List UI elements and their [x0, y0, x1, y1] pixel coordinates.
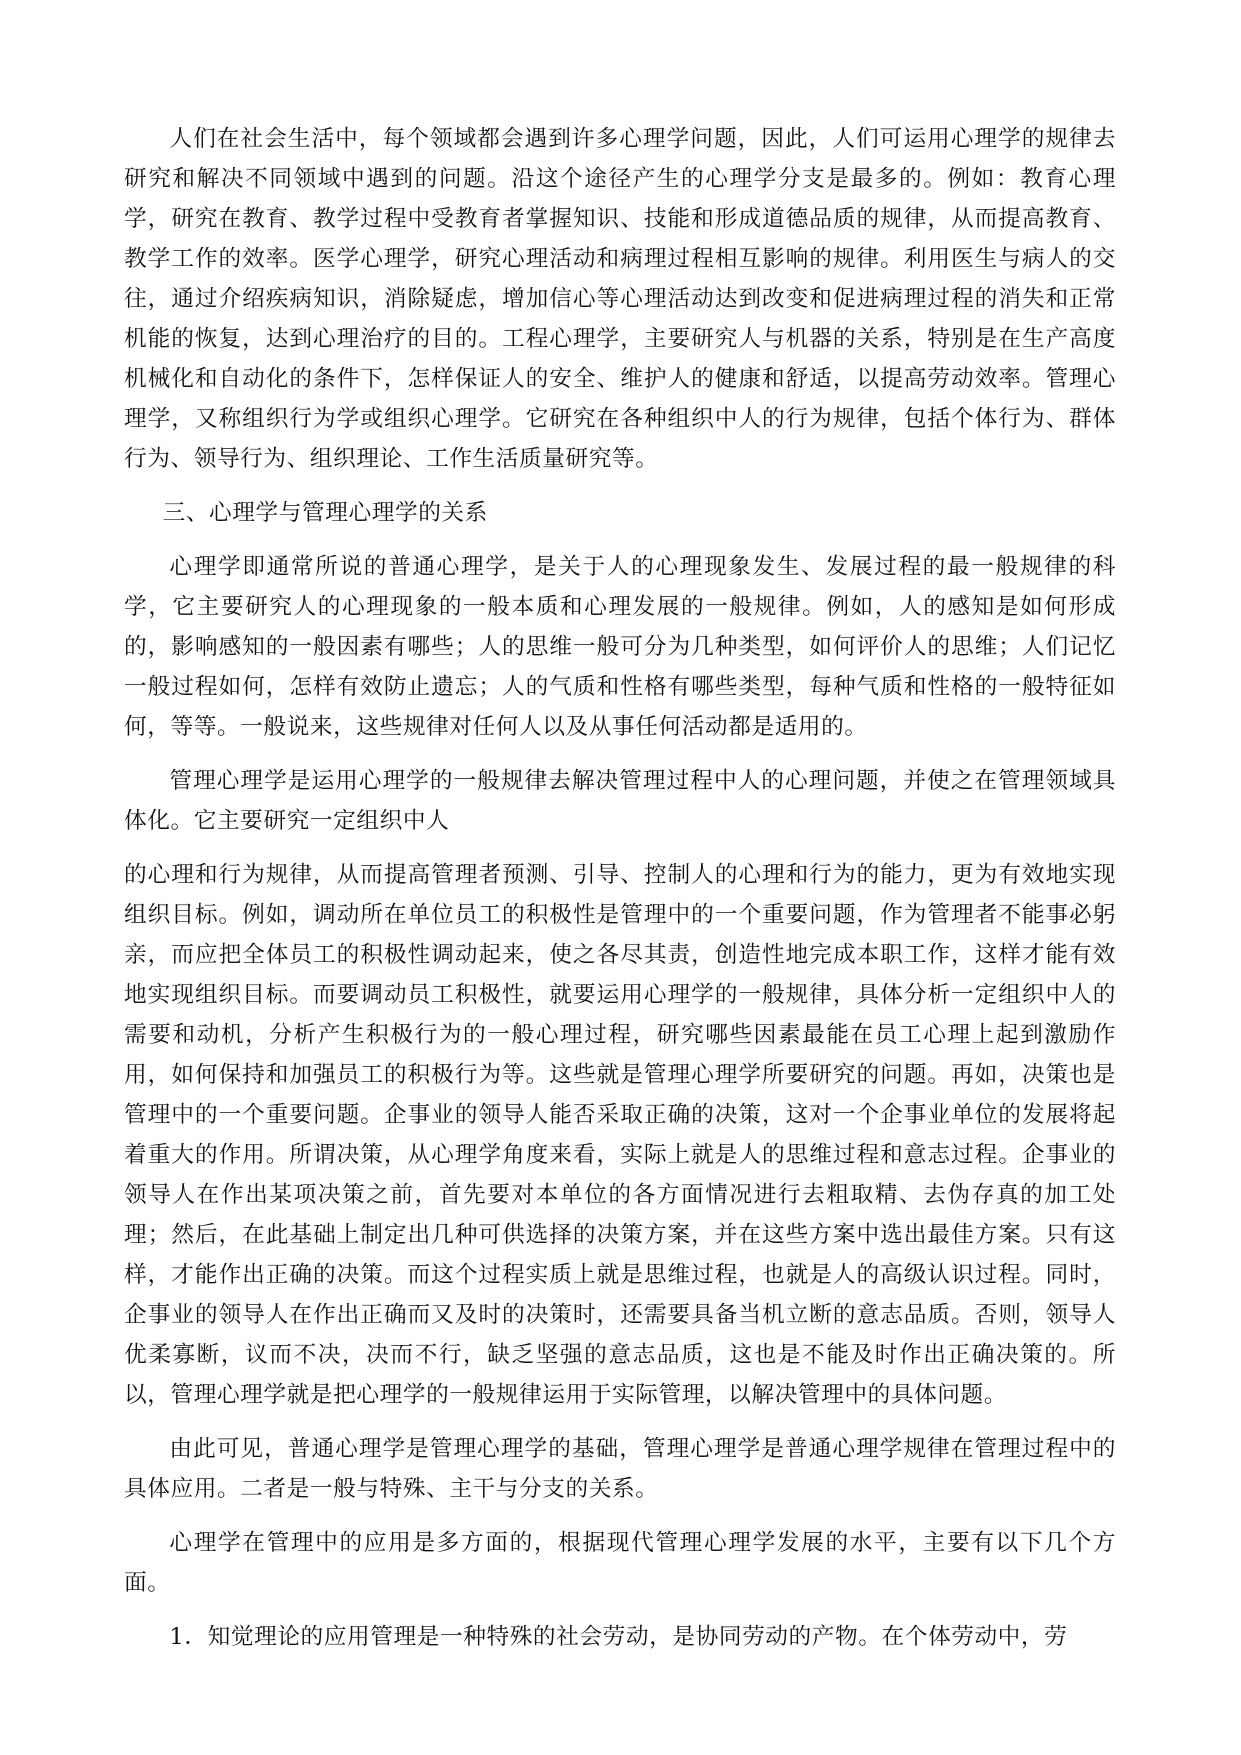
- paragraph-psychology-branches: 人们在社会生活中，每个领域都会遇到许多心理学问题，因此，人们可运用心理学的规律去研究和解决不同领域中遇到的问题。沿这个途径产生的心理学分支是最多的。例如：教育心理学，研究在教育、教学过程中受教育者掌握知识、技能和形成道德品质的规律，从而提高教育、教学工作的效率。医学心理学，研究心理活动和病理过程相互影响的规律。利用医生与病人的交往，通过介绍疾病知识，消除疑虑，增加信心等心理活动达到改变和促进病理过程的消失和正常机能的恢复，达到心理治疗的目的。工程心理学，主要研究人与机器的关系，特别是在生产高度机械化和自动化的条件下，怎样保证人的安全、维护人的健康和舒适，以提高劳动效率。管理心理学，又称组织行为学或组织心理学。它研究在各种组织中人的行为规律，包括个体行为、群体行为、领导行为、组织理论、工作生活质量研究等。: [124, 126, 1116, 472]
- paragraph-perception-theory: 1．知觉理论的应用管理是一种特殊的社会劳动，是协同劳动的产物。在个体劳动中，劳: [169, 1624, 1068, 1650]
- paragraph-management-psychology: 管理心理学是运用心理学的一般规律去解决管理过程中人的心理问题，并使之在管理领域具体化。它主要研究一定组织中人: [124, 768, 1116, 834]
- paragraph-relationship: 由此可见，普通心理学是管理心理学的基础，管理心理学是普通心理学规律在管理过程中的具体应用。二者是一般与特殊、主干与分支的关系。: [124, 1436, 1116, 1502]
- section-heading: 三、心理学与管理心理学的关系: [162, 500, 488, 526]
- document-body: [124, 119, 1116, 1671]
- paragraph-management-continuation: 的心理和行为规律，从而提高管理者预测、引导、控制人的心理和行为的能力，更为有效地实现组织目标。例如，调动所在单位员工的积极性是管理中的一个重要问题，作为管理者不能事必躬亲，而应把全体员工的积极性调动起来，使之各尽其责，创造性地完成本职工作，这样才能有效地实现组织目标。而要调动员工积极性，就要运用心理学的一般规律，具体分析一定组织中人的需要和动机，分析产生积极行为的一般心理过程，研究哪些因素最能在员工心理上起到激励作用，如何保持和加强员工的积极行为等。这些就是管理心理学所要研究的问题。再如，决策也是管理中的一个重要问题。企事业的领导人能否采取正确的决策，这对一个企事业单位的发展将起着重大的作用。所谓决策，从心理学角度来看，实际上就是人的思维过程和意志过程。企事业的领导人在作出某项决策之前，首先要对本单位的各方面情况进行去粗取精、去伪存真的加工处理；然后，在此基础上制定出几种可供选择的决策方案，并在这些方案中选出最佳方案。只有这样，才能作出正确的决策。而这个过程实质上就是思维过程，也就是人的高级认识过程。同时，企事业的领导人在作出正确而又及时的决策时，还需要具备当机立断的意志品质。否则，领导人优柔寡断，议而不决，决而不行，缺乏坚强的意志品质，这也是不能及时作出正确决策的。所以，管理心理学就是把心理学的一般规律运用于实际管理，以解决管理中的具体问题。: [124, 862, 1116, 1408]
- paragraph-general-psychology: 心理学即通常所说的普通心理学，是关于人的心理现象发生、发展过程的最一般规律的科学，它主要研究人的心理现象的一般本质和心理发展的一般规律。例如，人的感知是如何形成的，影响感知的一般因素有哪些；人的思维一般可分为几种类型，如何评价人的思维；人们记忆一般过程如何，怎样有效防止遗忘；人的气质和性格有哪些类型，每种气质和性格的一般特征如何，等等。一般说来，这些规律对任何人以及从事任何活动都是适用的。: [124, 554, 1116, 740]
- paragraph-applications: 心理学在管理中的应用是多方面的，根据现代管理心理学发展的水平，主要有以下几个方面。: [124, 1530, 1116, 1596]
